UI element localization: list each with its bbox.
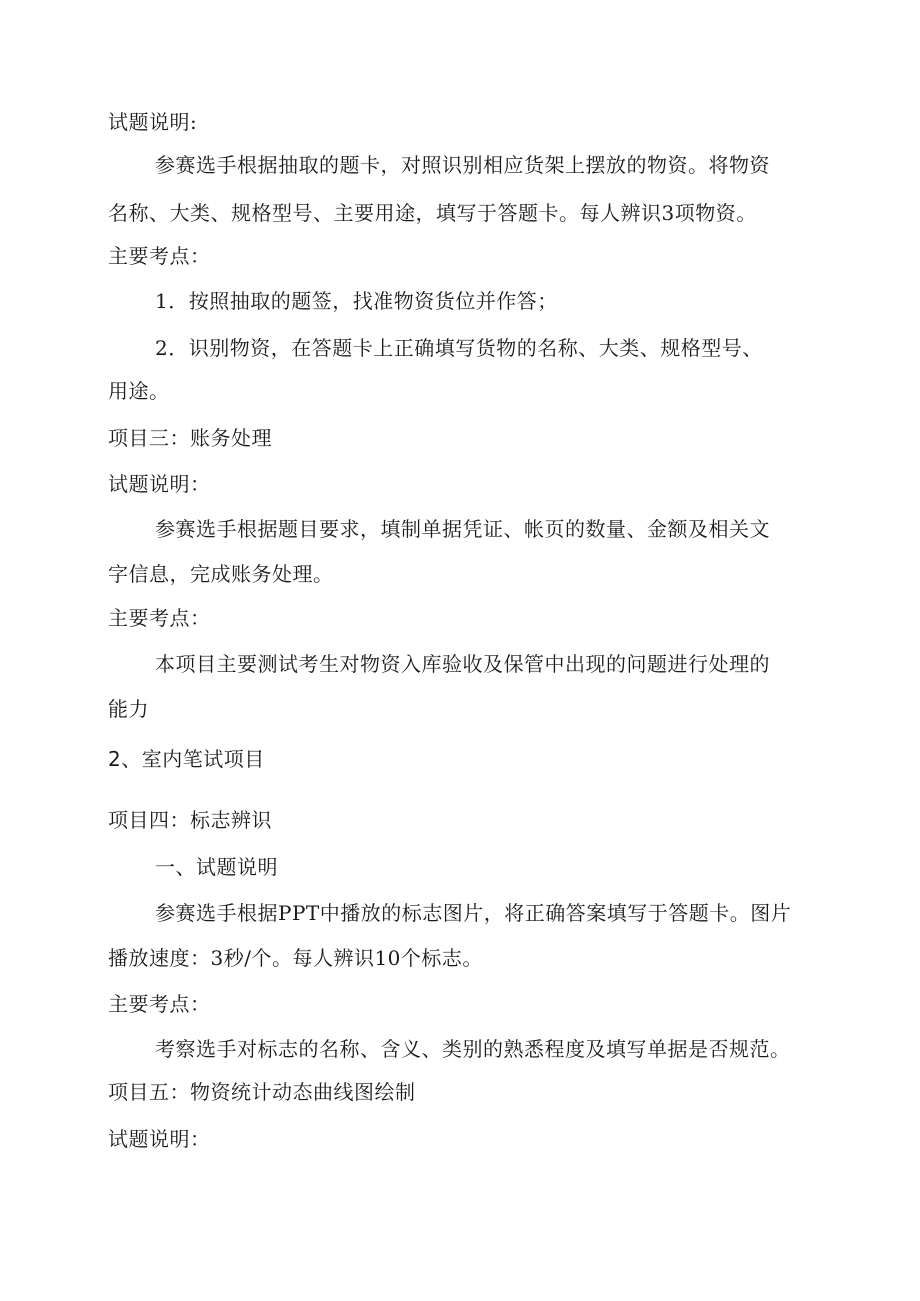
- paragraph-line: 播放速度：3秒/个。每人辨识10个标志。: [108, 946, 483, 970]
- label-test-description: 试题说明：: [108, 472, 211, 496]
- paragraph-line: 参赛选手根据题目要求，填制单据凭证、帐页的数量、金额及相关文: [155, 517, 770, 541]
- label-key-points: 主要考点：: [108, 992, 211, 1016]
- list-item: 2．识别物资，在答题卡上正确填写货物的名称、大类、规格型号、: [155, 336, 763, 360]
- paragraph-line: 字信息，完成账务处理。: [108, 562, 334, 586]
- label-test-description: 试题说明：: [108, 1127, 211, 1151]
- paragraph-line: 名称、大类、规格型号、主要用途，填写于答题卡。每人辨识3项物资。: [108, 201, 757, 225]
- paragraph-line: 用途。: [108, 379, 170, 403]
- paragraph-line: 考察选手对标志的名称、含义、类别的熟悉程度及填写单据是否规范。: [155, 1037, 791, 1061]
- section-heading: 项目五：物资统计动态曲线图绘制: [108, 1080, 416, 1104]
- label-key-points: 主要考点：: [108, 244, 211, 268]
- list-item: 1．按照抽取的题签，找准物资货位并作答；: [155, 289, 558, 313]
- label-test-description: 试题说明:: [108, 110, 198, 134]
- major-heading: 2、室内笔试项目: [108, 747, 265, 771]
- section-heading: 项目四：标志辨识: [108, 808, 272, 832]
- label-key-points: 主要考点：: [108, 606, 211, 630]
- paragraph-line: 本项目主要测试考生对物资入库验收及保管中出现的问题进行处理的: [155, 652, 770, 676]
- paragraph-line: 参赛选手根据PPT中播放的标志图片，将正确答案填写于答题卡。图片: [155, 901, 792, 925]
- paragraph-line: 能力: [108, 697, 149, 721]
- section-heading: 项目三：账务处理: [108, 426, 272, 450]
- paragraph-line: 参赛选手根据抽取的题卡，对照识别相应货架上摆放的物资。将物资: [155, 153, 770, 177]
- sub-heading: 一、试题说明: [155, 855, 278, 879]
